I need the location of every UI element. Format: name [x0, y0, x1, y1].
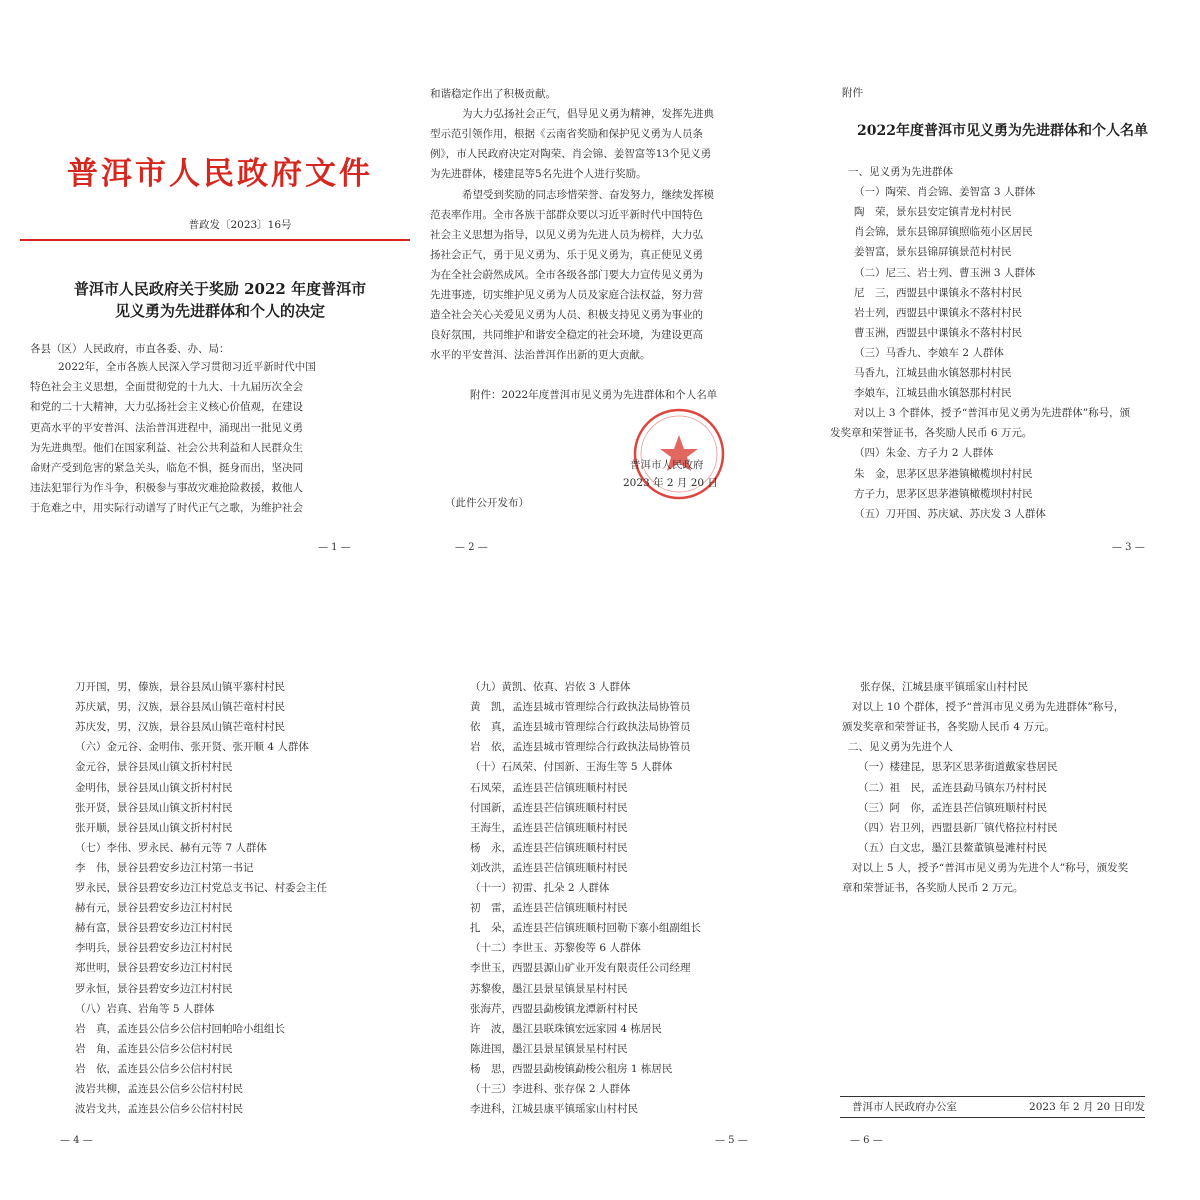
text-line: （五）白文忠，墨江县鳌董镇曼滩村村民	[858, 841, 1047, 854]
page-6	[830, 630, 1175, 1165]
text-line: 马香九，江城县曲水镇怒那村村民	[854, 367, 1012, 379]
text-line: 方子力，思茅区思茅港镇橄榄坝村村民	[854, 487, 1033, 500]
text-line: 颁发奖章和荣誉证书，各奖励人民币 4 万元。	[842, 721, 1055, 734]
text-line: （三）阿 你，孟连县芒信镇班顺村村民	[858, 801, 1047, 814]
text-line: 张开贤，景谷县凤山镇文折村村民	[75, 801, 233, 814]
text-line: 于危难之中，用实际行动谱写了时代正气之歌，为维护社会	[30, 502, 303, 515]
text-line: 苏黎俊，墨江县景星镇景星村村民	[470, 982, 628, 995]
text-line: 命财产受到危害的紧急关头，临危不惧，挺身而出，坚决同	[30, 462, 303, 474]
text-line: 和党的二十大精神，大力弘扬社会主义核心价值观，在建设	[30, 401, 303, 414]
text-line: 罗永民，景谷县碧安乡边江村党总支书记、村委会主任	[75, 882, 327, 894]
text-line: 岩士列，西盟县中课镇永不落村村民	[854, 306, 1022, 319]
text-line: 型示范引领作用，根据《云南省奖励和保护见义勇为人员条	[430, 128, 703, 141]
text-line: 对以上 3 个群体，授予“普洱市见义勇为先进群体”称号，颁	[854, 407, 1131, 420]
salutation: 各县（区）人民政府，市直各委、办、局：	[30, 343, 230, 355]
text-line: （一）楼建昆，思茅区思茅街道戴家巷居民	[858, 761, 1058, 774]
text-line: 水平的平安普洱、法治普洱作出新的更大贡献。	[430, 349, 651, 362]
text-line: 扬社会正气，勇于见义勇为、乐于见义勇为，真正使见义勇	[430, 248, 703, 261]
text-line: 许 波，墨江县联珠镇宏远家园 4 栋居民	[470, 1022, 662, 1035]
text-line: 王海生，孟连县芒信镇班顺村村民	[470, 821, 628, 834]
page-number: — 2 —	[455, 542, 488, 553]
text-line: 对以上 5 人，授予“普洱市见义勇为先进个人”称号，颁发奖	[852, 861, 1129, 874]
text-line: 岩 依，孟连县城市管理综合行政执法局协管员	[470, 741, 691, 754]
text-line: 先进事迹，切实维护见义勇为人员及家庭合法权益，努力营	[430, 289, 703, 301]
attachment-label: 附件	[842, 87, 863, 99]
text-line: （八）岩真、岩角等 5 人群体	[75, 1002, 215, 1015]
text-line: （十一）初雷、扎朵 2 人群体	[470, 882, 610, 894]
text-line: （三）马香九、李娘车 2 人群体	[854, 346, 1004, 359]
text-line: 张存保，江城县康平镇瑶家山村村民	[860, 681, 1028, 693]
text-line: 金明伟，景谷县凤山镇文折村村民	[75, 781, 233, 794]
text-line: 刘改洪，孟连县芒信镇班顺村村民	[470, 861, 628, 874]
text-line: （二）尼三、岩士列、曹玉洲 3 人群体	[854, 266, 1036, 279]
text-line: 希望受到奖励的同志珍惜荣誉、奋发努力，继续发挥模	[462, 188, 714, 201]
text-line: 肖会锦，景东县锦屏镇照临苑小区居民	[854, 226, 1033, 239]
text-line: 赫有元，景谷县碧安乡边江村村民	[75, 902, 233, 915]
text-line: （九）黄凯、依真、岩依 3 人群体	[470, 681, 631, 693]
page-2	[430, 30, 800, 565]
text-line: 波岩戈共，孟连县公信乡公信村村民	[75, 1103, 243, 1116]
text-line: （十三）李进科、张存保 2 人群体	[470, 1083, 631, 1095]
text-line: 罗永恒，景谷县碧安乡边江村村民	[75, 982, 233, 995]
text-line: 李明兵，景谷县碧安乡边江村村民	[75, 942, 233, 955]
text-line: 对以上 10 个群体，授予“普洱市见义勇为先进群体”称号，	[852, 701, 1125, 714]
text-line: 付国新，孟连县芒信镇班顺村村民	[470, 801, 628, 814]
text-line: 曹玉洲，西盟县中课镇永不落村村民	[854, 326, 1022, 339]
text-line: 张开顺，景谷县凤山镇文折村村民	[75, 821, 233, 834]
doc-title-line-2: 见义勇为先进群体和个人的决定	[114, 302, 325, 320]
page-number: — 3 —	[1112, 542, 1145, 553]
page-number: — 5 —	[715, 1135, 748, 1146]
text-line: 造全社会关心关爱见义勇为人员、积极支持见义勇为事业的	[430, 309, 703, 322]
text-line: 赫有富，景谷县碧安乡边江村村民	[75, 922, 233, 935]
text-line: 岩 依，孟连县公信乡公信村村民	[75, 1062, 233, 1075]
page-1	[30, 30, 410, 565]
text-line: 岩 角，孟连县公信乡公信村村民	[75, 1042, 233, 1055]
text-line: 为在全社会蔚然成风。全市各级各部门要大力宣传见义勇为	[430, 268, 703, 281]
text-line: 姜智富，景东县锦屏镇景范村村民	[854, 246, 1012, 259]
page-5	[430, 630, 800, 1165]
text-line: 为先进典型。他们在国家利益、社会公共利益和人民群众生	[30, 441, 303, 454]
page-3	[830, 30, 1175, 565]
text-line: 岩 真，孟连县公信乡公信村回帕哈小组组长	[75, 1022, 285, 1035]
text-line: 陈进国，墨江县景星镇景星村村民	[470, 1042, 628, 1055]
text-line: 违法犯罪行为作斗争，积极参与事故灾难抢险救援，救他人	[30, 482, 303, 495]
text-line: 朱 金，思茅区思茅港镇橄榄坝村村民	[854, 467, 1033, 480]
issue-date: 2023 年 2 月 20 日	[623, 477, 718, 489]
text-line: （五）刀开国、苏庆斌、苏庆发 3 人群体	[854, 507, 1046, 520]
text-line: 李 伟，景谷县碧安乡边江村第一书记	[75, 861, 254, 874]
text-line: 苏庆斌，男，汉族，景谷县凤山镇芒竜村村民	[75, 701, 285, 714]
footer-rule-bottom	[840, 1117, 1145, 1118]
footer-rule-top	[840, 1096, 1145, 1097]
text-line: 陶 荣，景东县安定镇青龙村村民	[854, 206, 1012, 219]
text-line: 杨 思，西盟县勐梭镇勐梭公租房 1 栋居民	[470, 1062, 673, 1075]
text-line: 李进科，江城县康平镇瑶家山村村民	[470, 1103, 638, 1116]
text-line: 为大力弘扬社会正气，倡导见义勇为精神，发挥先进典	[462, 108, 714, 121]
text-line: 初 雷，孟连县芒信镇班顺村村民	[470, 902, 628, 915]
text-line: （十）石凤荣、付国新、王海生等 5 人群体	[470, 761, 673, 774]
text-line: 波岩共柳，孟连县公信乡公信村村民	[75, 1083, 243, 1095]
text-line: 扎 朵，孟连县芒信镇班顺村回勒下寨小组副组长	[470, 922, 701, 935]
text-line: 金元谷，景谷县凤山镇文折村村民	[75, 761, 233, 774]
text-line: 李娘车，江城县曲水镇怒那村村民	[854, 387, 1012, 400]
text-line: 例》，市人民政府决定对陶荣、肖会锦、姜智富等13个见义勇	[430, 148, 712, 161]
text-line: 李世玉，西盟县源山矿业开发有限责任公司经理	[470, 962, 691, 975]
text-line: 张海芹，西盟县勐梭镇龙潭新村村民	[470, 1002, 638, 1015]
red-divider	[20, 239, 410, 241]
footer-office: 普洱市人民政府办公室	[852, 1101, 957, 1113]
text-line: （十二）李世玉、苏黎俊等 6 人群体	[470, 942, 641, 955]
publish-note: （此件公开发布）	[445, 497, 529, 509]
text-line: （一）陶荣、肖会锦、姜智富 3 人群体	[854, 186, 1036, 199]
issuer: 普洱市人民政府	[630, 459, 704, 471]
doc-title-line-1: 普洱市人民政府关于奖励 2022 年度普洱市	[73, 280, 367, 298]
attachment-note: 附件：2022年度普洱市见义勇为先进群体和个人名单	[470, 389, 718, 401]
text-line: （六）金元谷、金明伟、张开贤、张开顺 4 人群体	[75, 741, 309, 754]
text-line: （四）朱金、方子力 2 人群体	[854, 447, 994, 460]
text-line: 郑世明，景谷县碧安乡边江村村民	[75, 962, 233, 975]
text-line: 石凤荣，孟连县芒信镇班顺村村民	[470, 781, 628, 794]
text-line: 更高水平的平安普洱、法治普洱进程中，涌现出一批见义勇	[30, 421, 303, 434]
page-number: — 6 —	[850, 1135, 883, 1146]
text-line: 和谐稳定作出了积极贡献。	[430, 88, 556, 100]
text-line: 依 真，孟连县城市管理综合行政执法局协管员	[470, 721, 691, 734]
text-line: 特色社会主义思想，全面贯彻党的十九大、十九届历次全会	[30, 381, 303, 394]
text-line: 杨 永，孟连县芒信镇班顺村村民	[470, 841, 628, 854]
text-line: 章和荣誉证书，各奖励人民币 2 万元。	[842, 882, 1024, 894]
doc-number: 普政发〔2023〕16号	[188, 219, 292, 231]
text-line: 刀开国，男，傣族，景谷县凤山镇平寨村村民	[75, 681, 285, 693]
text-line: 发奖章和荣誉证书，各奖励人民币 6 万元。	[830, 427, 1033, 440]
text-line: 2022年，全市各族人民深入学习贯彻习近平新时代中国	[58, 361, 316, 373]
red-header-title: 普洱市人民政府文件	[67, 156, 373, 192]
footer-print-date: 2023 年 2 月 20 日印发	[1029, 1101, 1145, 1113]
text-line: 为先进群体，楼建昆等5名先进个人进行奖励。	[430, 168, 647, 181]
page-4	[30, 630, 410, 1165]
text-line: 尼 三，西盟县中课镇永不落村村民	[854, 286, 1022, 299]
page-number: — 4 —	[60, 1135, 93, 1146]
text-line: 二、见义勇为先进个人	[848, 741, 953, 754]
text-line: 社会主义思想为指导，以见义勇为先进人员为榜样，大力弘	[430, 228, 703, 241]
page-number: — 1 —	[318, 542, 351, 553]
text-line: 苏庆发，男，汉族，景谷县凤山镇芒竜村村民	[75, 721, 285, 734]
text-line: 范表率作用。全市各族干部群众要以习近平新时代中国特色	[430, 208, 703, 221]
text-line: 一、见义勇为先进群体	[848, 166, 953, 178]
text-line: （七）李伟、罗永民、赫有元等 7 人群体	[75, 841, 267, 854]
list-title: 2022年度普洱市见义勇为先进群体和个人名单	[857, 123, 1148, 139]
text-line: （二）祖 民，孟连县勐马镇东乃村村民	[858, 781, 1047, 794]
text-line: 黄 凯，孟连县城市管理综合行政执法局协管员	[470, 701, 691, 714]
text-line: 良好氛围，共同维护和谐安全稳定的社会环境，为建设更高	[430, 329, 703, 342]
text-line: （四）岩卫列，西盟县新厂镇代格拉村村民	[858, 821, 1058, 834]
